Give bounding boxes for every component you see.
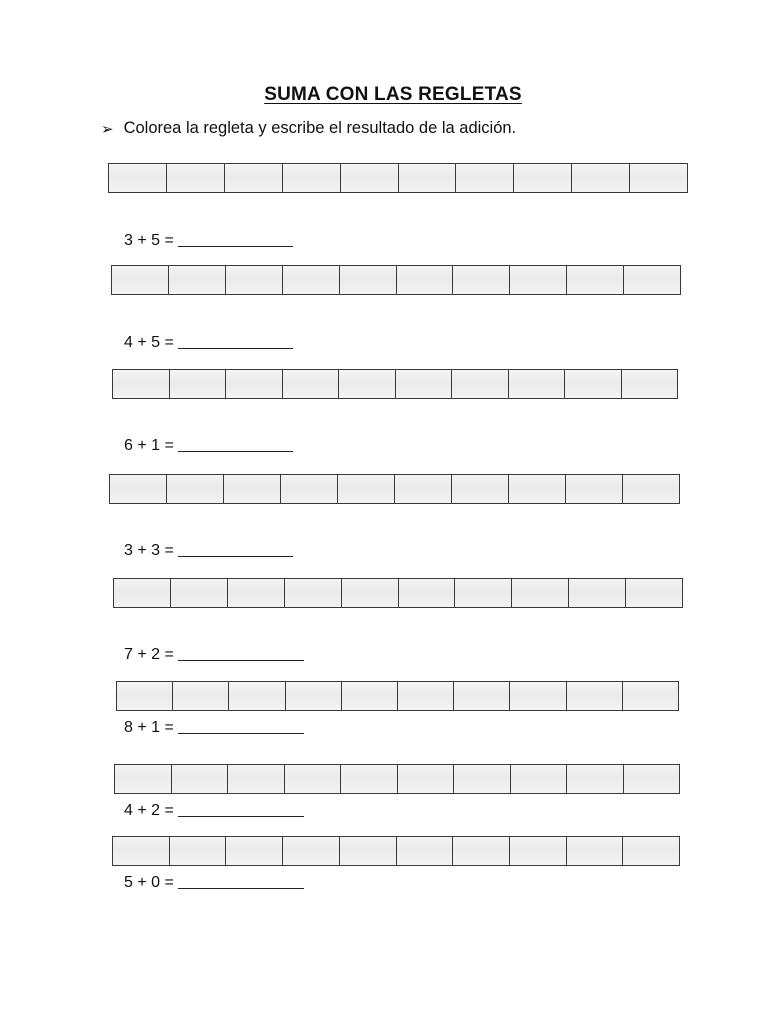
answer-line[interactable]	[178, 888, 304, 889]
rod-cell[interactable]	[630, 164, 687, 192]
rod-cell[interactable]	[112, 266, 169, 294]
rod-cell[interactable]	[228, 579, 285, 607]
rod-cell[interactable]	[514, 164, 572, 192]
rod-cell[interactable]	[283, 164, 341, 192]
equation-8	[124, 874, 304, 892]
rod-cell[interactable]	[626, 579, 682, 607]
rod-cell[interactable]	[623, 837, 679, 865]
number-rod-strip-1[interactable]	[108, 163, 688, 193]
rod-cell[interactable]	[572, 164, 630, 192]
rod-cell[interactable]	[342, 682, 398, 710]
rod-cell[interactable]	[286, 682, 342, 710]
rod-cell[interactable]	[113, 837, 170, 865]
rod-cell[interactable]	[339, 370, 396, 398]
rod-cell[interactable]	[512, 579, 569, 607]
rod-cell[interactable]	[283, 837, 340, 865]
rod-cell[interactable]	[397, 266, 454, 294]
rod-cell[interactable]	[452, 370, 509, 398]
arrow-bullet-icon: ➢	[101, 120, 114, 138]
rod-cell[interactable]	[454, 682, 510, 710]
rod-cell[interactable]	[113, 370, 170, 398]
rod-cell[interactable]	[224, 475, 281, 503]
rod-cell[interactable]	[341, 765, 398, 793]
rod-cell[interactable]	[511, 765, 568, 793]
rod-cell[interactable]	[510, 266, 567, 294]
rod-cell[interactable]	[567, 682, 623, 710]
rod-cell[interactable]	[453, 837, 510, 865]
equation-2	[124, 334, 293, 352]
equation-text: 4 + 5 =	[124, 334, 174, 351]
rod-cell[interactable]	[623, 475, 679, 503]
rod-cell[interactable]	[566, 475, 623, 503]
rod-cell[interactable]	[170, 370, 227, 398]
answer-line[interactable]	[178, 246, 293, 247]
answer-line[interactable]	[178, 451, 293, 452]
rod-cell[interactable]	[453, 266, 510, 294]
rod-cell[interactable]	[167, 164, 225, 192]
rod-cell[interactable]	[340, 266, 397, 294]
answer-line[interactable]	[178, 660, 304, 661]
rod-cell[interactable]	[169, 266, 226, 294]
rod-cell[interactable]	[173, 682, 229, 710]
rod-cell[interactable]	[167, 475, 224, 503]
rod-cell[interactable]	[569, 579, 626, 607]
rod-cell[interactable]	[172, 765, 229, 793]
instruction	[101, 119, 516, 138]
rod-cell[interactable]	[281, 475, 338, 503]
rod-cell[interactable]	[171, 579, 228, 607]
rod-cell[interactable]	[398, 682, 454, 710]
rod-cell[interactable]	[452, 475, 509, 503]
rod-cell[interactable]	[283, 370, 340, 398]
rod-cell[interactable]	[110, 475, 167, 503]
rod-cell[interactable]	[342, 579, 399, 607]
rod-cell[interactable]	[285, 765, 342, 793]
rod-cell[interactable]	[115, 765, 172, 793]
answer-line[interactable]	[178, 733, 304, 734]
rod-cell[interactable]	[397, 837, 454, 865]
rod-cell[interactable]	[509, 370, 566, 398]
answer-line[interactable]	[178, 816, 304, 817]
rod-cell[interactable]	[399, 579, 456, 607]
rod-cell[interactable]	[396, 370, 453, 398]
rod-cell[interactable]	[456, 164, 514, 192]
rod-cell[interactable]	[565, 370, 622, 398]
equation-text: 3 + 3 =	[124, 542, 174, 559]
rod-cell[interactable]	[114, 579, 171, 607]
equation-text: 8 + 1 =	[124, 719, 174, 736]
rod-cell[interactable]	[567, 765, 624, 793]
equation-text: 3 + 5 =	[124, 232, 174, 249]
equation-3	[124, 437, 293, 455]
equation-text: 5 + 0 =	[124, 874, 174, 891]
rod-cell[interactable]	[454, 765, 511, 793]
rod-cell[interactable]	[567, 266, 624, 294]
number-rod-strip-7[interactable]	[114, 764, 680, 794]
rod-cell[interactable]	[567, 837, 624, 865]
equation-1	[124, 232, 293, 250]
equation-6	[124, 719, 304, 737]
answer-line[interactable]	[178, 556, 293, 557]
rod-cell[interactable]	[226, 837, 283, 865]
number-rod-strip-4[interactable]	[109, 474, 680, 504]
rod-cell[interactable]	[285, 579, 342, 607]
number-rod-strip-6[interactable]	[116, 681, 679, 711]
rod-cell[interactable]	[226, 370, 283, 398]
answer-line[interactable]	[178, 348, 293, 349]
rod-cell[interactable]	[399, 164, 457, 192]
rod-cell[interactable]	[398, 765, 455, 793]
number-rod-strip-3[interactable]	[112, 369, 678, 399]
rod-cell[interactable]	[624, 266, 680, 294]
equation-text: 7 + 2 =	[124, 646, 174, 663]
rod-cell[interactable]	[622, 370, 678, 398]
rod-cell[interactable]	[510, 837, 567, 865]
number-rod-strip-5[interactable]	[113, 578, 683, 608]
rod-cell[interactable]	[226, 266, 283, 294]
rod-cell[interactable]	[623, 682, 678, 710]
rod-cell[interactable]	[455, 579, 512, 607]
number-rod-strip-2[interactable]	[111, 265, 681, 295]
rod-cell[interactable]	[170, 837, 227, 865]
rod-cell[interactable]	[340, 837, 397, 865]
rod-cell[interactable]	[624, 765, 680, 793]
rod-cell[interactable]	[338, 475, 395, 503]
number-rod-strip-8[interactable]	[112, 836, 680, 866]
rod-cell[interactable]	[510, 682, 566, 710]
rod-cell[interactable]	[109, 164, 167, 192]
rod-cell[interactable]	[395, 475, 452, 503]
rod-cell[interactable]	[509, 475, 566, 503]
equation-text: 6 + 1 =	[124, 437, 174, 454]
rod-cell[interactable]	[341, 164, 399, 192]
worksheet-title: SUMA CON LAS REGLETAS	[264, 84, 522, 105]
rod-cell[interactable]	[283, 266, 340, 294]
equation-5	[124, 646, 304, 664]
rod-cell[interactable]	[229, 682, 285, 710]
rod-cell[interactable]	[228, 765, 285, 793]
instruction-text: Colorea la regleta y escribe el resultado de la adición.	[123, 119, 517, 137]
equation-4	[124, 542, 293, 560]
rod-cell[interactable]	[117, 682, 173, 710]
equation-7	[124, 802, 304, 820]
rod-cell[interactable]	[225, 164, 283, 192]
equation-text: 4 + 2 =	[124, 802, 174, 819]
